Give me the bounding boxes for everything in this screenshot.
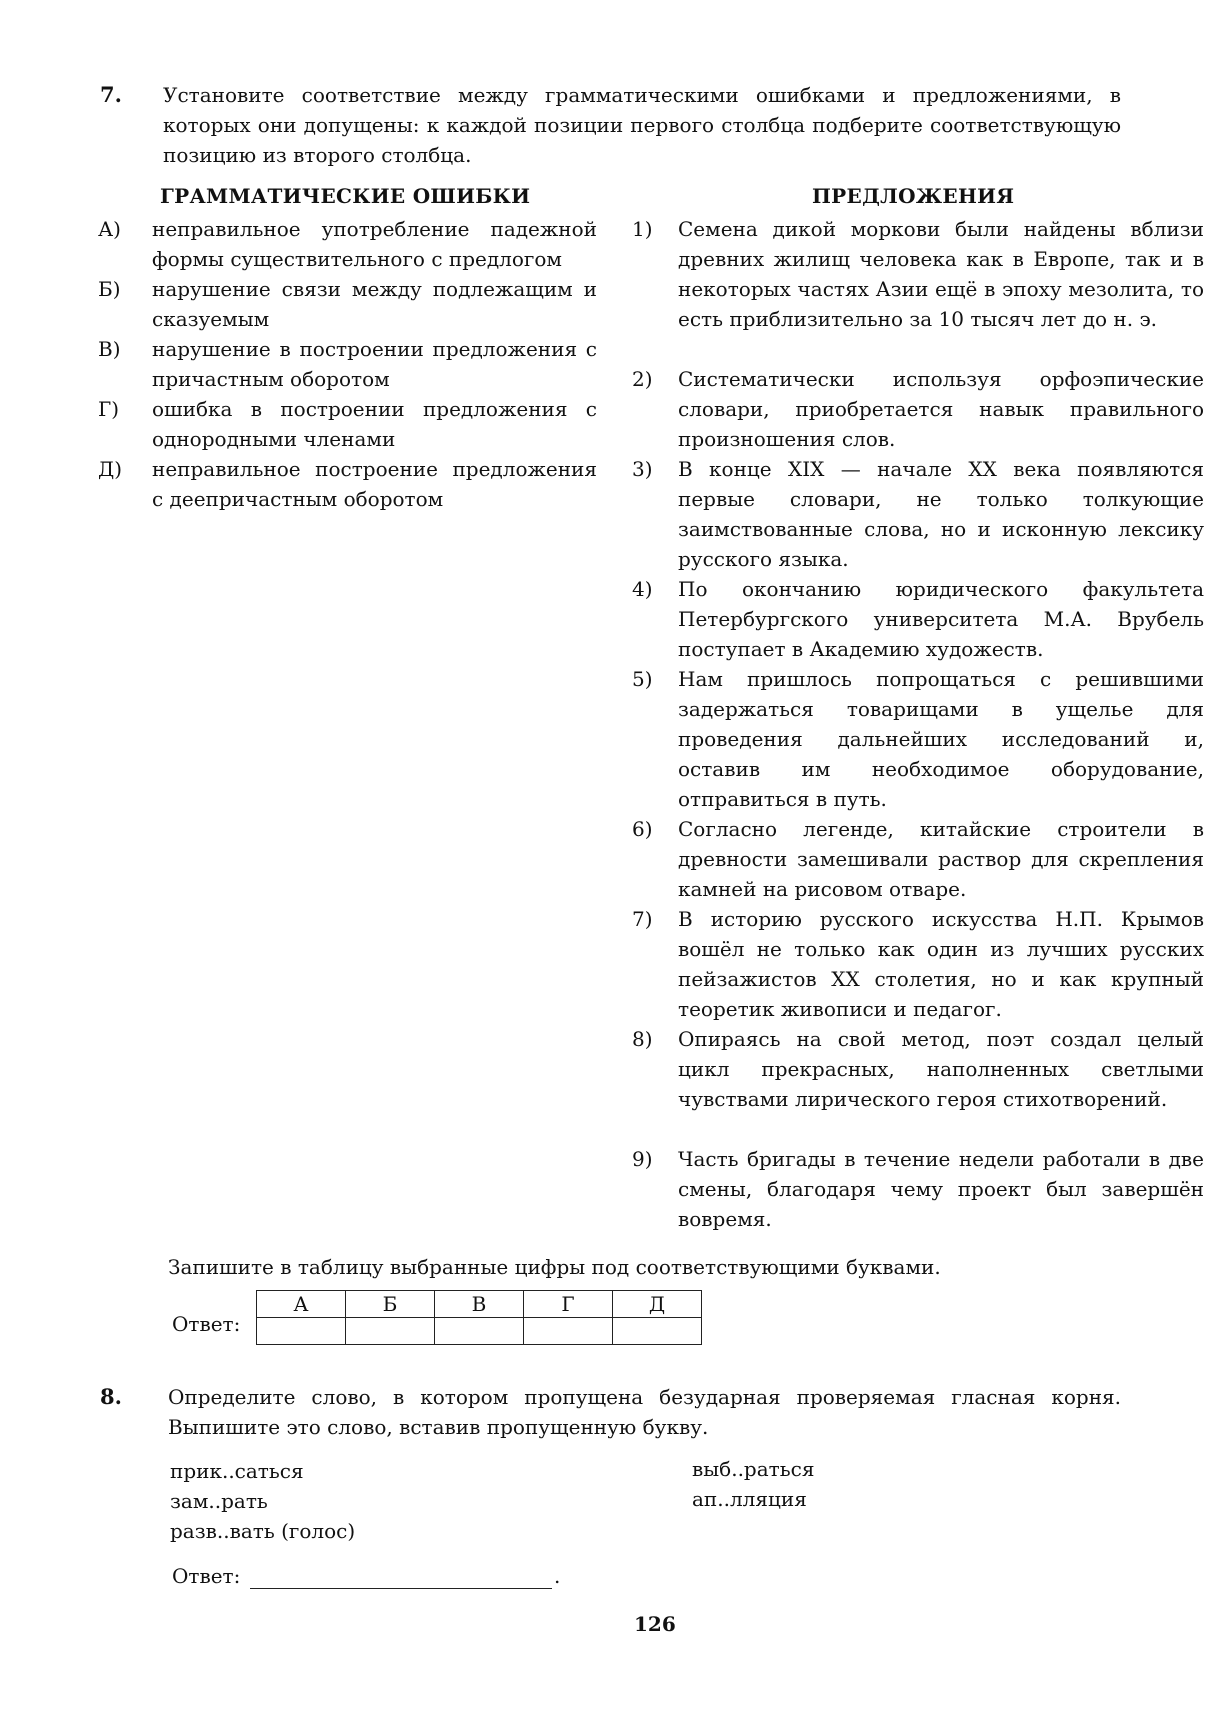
answer-cell-a[interactable] xyxy=(257,1318,346,1345)
q8-answer-line[interactable] xyxy=(250,1588,552,1589)
error-mark: Д) xyxy=(98,457,123,481)
page-number: 126 xyxy=(634,1612,676,1636)
sentence-text: Часть бригады в течение недели работали в две смены, благодаря чему проект был завершён вовремя. xyxy=(678,1147,1204,1231)
answer-cell-b[interactable] xyxy=(346,1318,435,1345)
error-text: неправильное употребление падежной формы существительного с предлогом xyxy=(152,217,597,271)
sentence-text: Нам пришлось попрощаться с решившими задержаться товарищами в ущелье для проведения дальнейших исследований и, оставив им необходимое оборудование, отправиться в путь. xyxy=(678,667,1204,811)
error-text: ошибка в построении предложения с однородными членами xyxy=(152,397,597,451)
sentence-mark: 3) xyxy=(632,457,653,481)
error-mark: В) xyxy=(98,337,121,361)
error-mark: А) xyxy=(98,217,121,241)
q7-answer-label: Ответ: xyxy=(172,1312,241,1336)
error-text: неправильное построение предложения с деепричастным оборотом xyxy=(152,457,597,511)
sentence-text: В конце XIX — начале XX века появляются первые словари, не только толкующие заимствованные слова, но и исконную лексику русского языка. xyxy=(678,457,1204,571)
answer-cell-d[interactable] xyxy=(613,1318,702,1345)
word-option: выб..раться xyxy=(692,1457,815,1481)
word-option: разв..вать (голос) xyxy=(170,1519,356,1543)
q7-number: 7. xyxy=(100,82,122,107)
error-mark: Г) xyxy=(98,397,120,421)
answer-table xyxy=(256,1290,702,1345)
sentence-text: Семена дикой моркови были найдены вблизи древних жилищ человека как в Европе, так и в некоторых частях Азии ещё в эпоху мезолита, то есть приблизительно за 10 тысяч лет до н. э. xyxy=(678,217,1204,331)
sentence-mark: 9) xyxy=(632,1147,653,1171)
sentence-mark: 6) xyxy=(632,817,653,841)
sentence-mark: 1) xyxy=(632,217,653,241)
answer-table-input-row xyxy=(257,1318,702,1345)
sentence-text: По окончанию юридического факультета Петербургского университета М.А. Врубель поступает в Академию художеств. xyxy=(678,577,1204,661)
error-text: нарушение связи между подлежащим и сказуемым xyxy=(152,277,597,331)
errors-column-header: ГРАММАТИЧЕСКИЕ ОШИБКИ xyxy=(160,184,531,208)
answer-table-header-row xyxy=(257,1291,702,1318)
q8-instruction: Определите слово, в котором пропущена безударная проверяемая гласная корня. Выпишите это слово, вставив пропущенную букву. xyxy=(168,1385,1121,1439)
answer-table-header: В xyxy=(435,1291,524,1318)
answer-table-header: Д xyxy=(613,1291,702,1318)
sentence-text: Согласно легенде, китайские строители в древности замешивали раствор для скрепления камней на рисовом отваре. xyxy=(678,817,1204,901)
q7-instruction: Установите соответствие между грамматическими ошибками и предложениями, в которых они допущены: к каждой позиции первого столбца подберите соответствующую позицию из второго столбца. xyxy=(163,83,1121,167)
table-instruction: Запишите в таблицу выбранные цифры под соответствующими буквами. xyxy=(168,1255,941,1279)
sentence-mark: 5) xyxy=(632,667,653,691)
q8-answer-label: Ответ: xyxy=(172,1564,241,1588)
sentence-mark: 4) xyxy=(632,577,653,601)
answer-table-header: Б xyxy=(346,1291,435,1318)
error-text: нарушение в построении предложения с причастным оборотом xyxy=(152,337,597,391)
word-option: зам..рать xyxy=(170,1489,268,1513)
error-mark: Б) xyxy=(98,277,121,301)
sentences-column-header: ПРЕДЛОЖЕНИЯ xyxy=(812,184,1015,208)
sentence-text: Систематически используя орфоэпические словари, приобретается навык правильного произношения слов. xyxy=(678,367,1204,451)
answer-cell-g[interactable] xyxy=(524,1318,613,1345)
q8-answer-period: . xyxy=(554,1564,561,1588)
sentence-mark: 2) xyxy=(632,367,653,391)
word-option: прик..саться xyxy=(170,1459,304,1483)
word-option: ап..лляция xyxy=(692,1487,807,1511)
sentence-text: Опираясь на свой метод, поэт создал целый цикл прекрасных, наполненных светлыми чувствами лирического героя стихотворений. xyxy=(678,1027,1204,1111)
sentence-text: В историю русского искусства Н.П. Крымов вошёл не только как один из лучших русских пейзажистов XX столетия, но и как крупный теоретик живописи и педагог. xyxy=(678,907,1204,1021)
sentence-mark: 7) xyxy=(632,907,653,931)
answer-table-header: Г xyxy=(524,1291,613,1318)
answer-table-header: А xyxy=(257,1291,346,1318)
q8-number: 8. xyxy=(100,1384,122,1409)
sentence-mark: 8) xyxy=(632,1027,653,1051)
answer-cell-v[interactable] xyxy=(435,1318,524,1345)
